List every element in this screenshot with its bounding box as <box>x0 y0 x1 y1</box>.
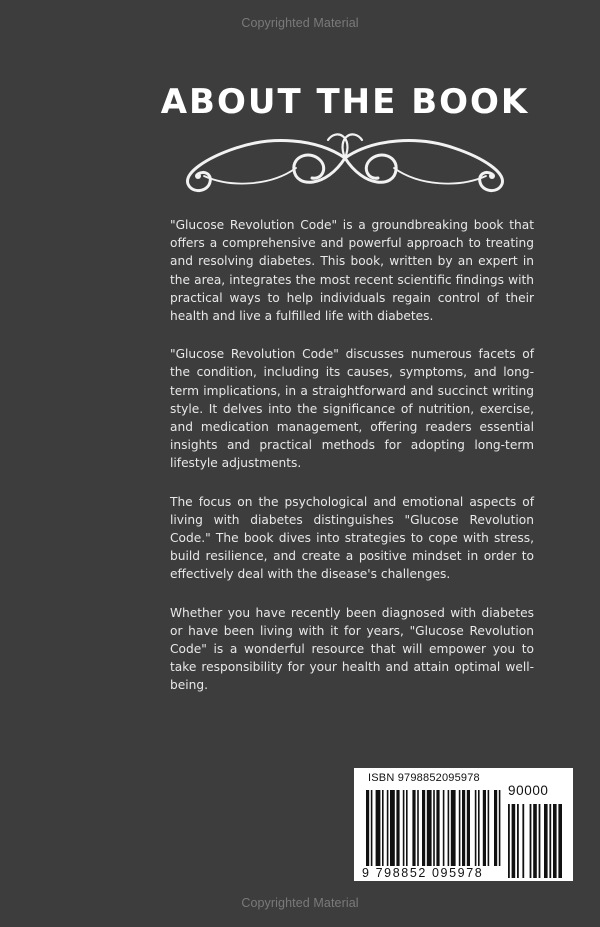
isbn-label: ISBN 9798852095978 <box>368 772 480 784</box>
description-paragraph-3: The focus on the psychological and emotional aspects of living with diabetes distinguishes "Glucose Revolution Code." The book dives into strategies to cope with stress, build resilience, and create a positive mindset in order to effectively deal with the disease's challenges. <box>170 494 534 582</box>
flourish-ornament <box>176 118 514 204</box>
copyright-watermark-top: Copyrighted Material <box>241 16 359 30</box>
description-paragraph-1: "Glucose Revolution Code" is a groundbreaking book that offers a comprehensive and powerful approach to treating and resolving diabetes. This book, written by an expert in the area, integrates the most recent scientific findings with practical ways to help individuals regain control of their health and live a fulfilled life with diabetes. <box>170 218 534 324</box>
description-paragraph-4: Whether you have recently been diagnosed with diabetes or have been living with it for years, "Glucose Revolution Code" is a wonderful resource that will empower you to take responsibility for your health and attain optimal well-being. <box>170 605 534 693</box>
barcode-digits: 9 798852 095978 <box>362 866 484 880</box>
page-title: ABOUT THE BOOK <box>160 82 530 122</box>
copyright-watermark-bottom: Copyrighted Material <box>241 896 359 910</box>
price-code: 90000 <box>508 783 549 798</box>
description-paragraph-2: "Glucose Revolution Code" discusses numerous facets of the condition, including its causes, symptoms, and long-term implications, in a straightforward and succinct writing style. It delves into the significance of nutrition, exercise, and medication management, offering readers essential insights and practical methods for adopting long-term lifestyle adjustments. <box>170 347 534 471</box>
book-description <box>170 216 534 715</box>
